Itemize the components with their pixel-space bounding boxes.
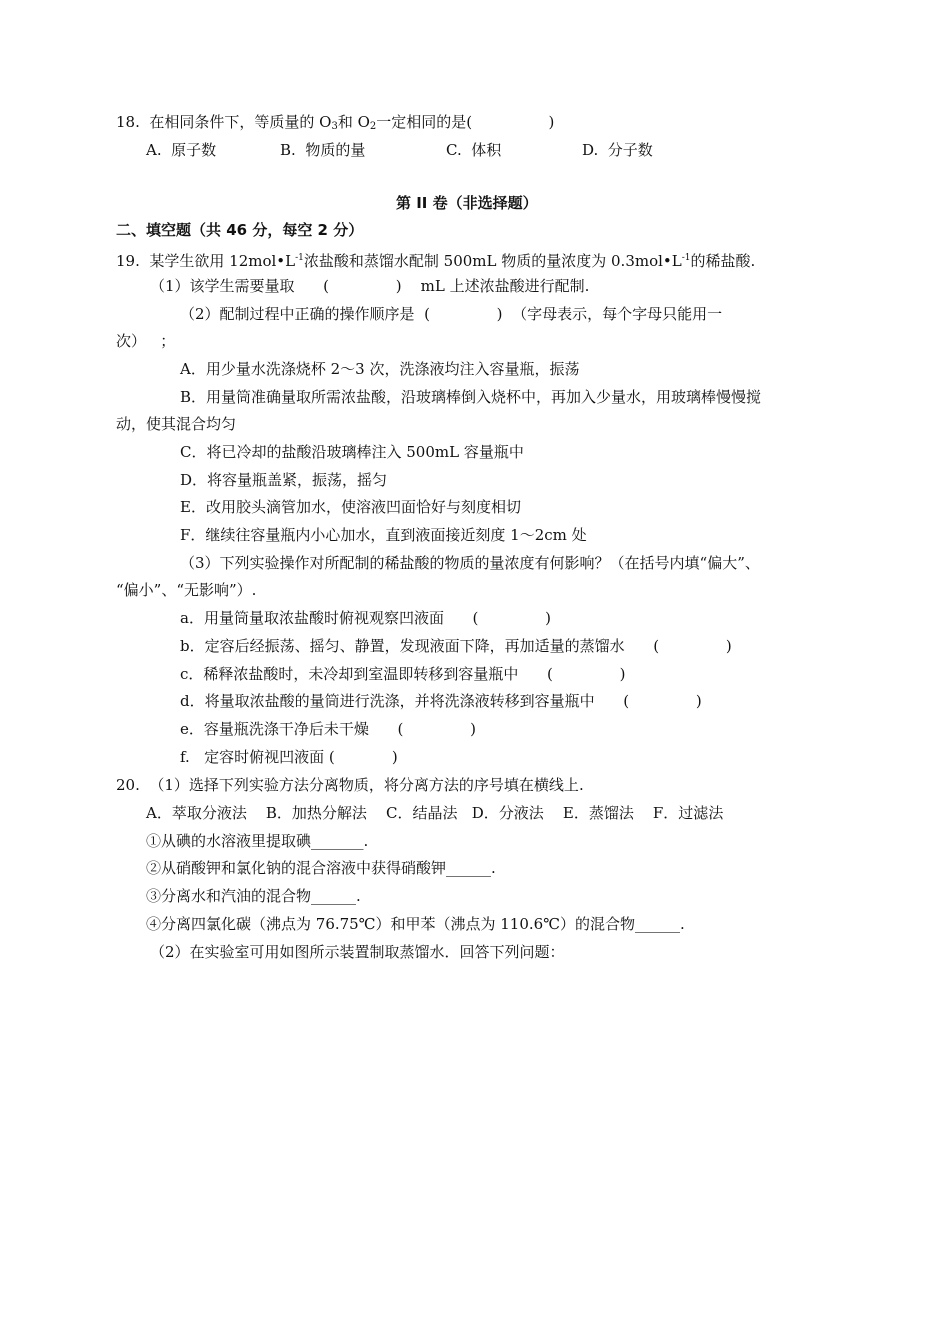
q20-item-2: ②从硝酸钾和氯化钠的混合溶液中获得硝酸钾______. [146,859,496,877]
q18-option-b: B. 物质的量 [280,141,366,159]
q18-stem-part-b: 和 O [337,113,370,131]
q19-part2-line2: 次） ； [116,332,176,350]
q19-item-d: d．将量取浓盐酸的量筒进行洗涤，并将洗涤液转移到容量瓶中 ( ) [180,692,702,710]
q19-step-f: F．继续往容量瓶内小心加水，直到液面接近刻度 1～2cm 处 [180,526,587,544]
q18-option-d: D. 分子数 [582,141,653,159]
q20-item-4: ④分离四氯化碳（沸点为 76.75℃）和甲苯（沸点为 110.6℃）的混合物______. [146,915,685,933]
q20-item-3: ③分离水和汽油的混合物______. [146,887,361,905]
q18-stem-part-c: 一定相同的是( ) [376,113,555,131]
q19-part2-line1: （2）配制过程中正确的操作顺序是 ( ) （字母表示，每个字母只能用一 [180,305,723,323]
q18-subscript-2: 2 [369,121,377,132]
q18-subscript-1: 3 [331,121,338,132]
q19-step-a: A．用少量水洗涤烧杯 2～3 次，洗涤液均注入容量瓶，振荡 [180,360,580,378]
q19-step-b-line2: 动，使其混合均匀 [116,415,237,433]
q18-option-c: C. 体积 [446,141,502,159]
q18-option-a: A. 原子数 [146,141,217,159]
q19-step-b-line1: B．用量筒准确量取所需浓盐酸，沿玻璃棒倒入烧杯中，再加入少量水，用玻璃棒慢慢搅 [180,388,762,406]
q19-stem-part-c: 的稀盐酸. [690,252,756,270]
q18-stem [116,112,554,137]
q19-item-b: b．定容后经振荡、摇匀、静置，发现液面下降，再加适量的蒸馏水 ( ) [180,637,732,655]
q19-part3-line1: （3）下列实验操作对所配制的稀盐酸的物质的量浓度有何影响？（在括号内填“偏大”、 [180,554,760,572]
q19-item-a: a．用量筒量取浓盐酸时俯视观察凹液面 ( ) [180,609,552,627]
q19-part3-line2: “偏小”、“无影响”）. [116,581,257,599]
q19-step-c: C．将已冷却的盐酸沿玻璃棒注入 500mL 容量瓶中 [180,443,524,461]
q19-stem [116,248,755,271]
q19-stem-part-b: 浓盐酸和蒸馏水配制 500mL 物质的量浓度为 0.3mol•L [303,252,682,270]
q18-stem-part-a: 18. 在相同条件下，等质量的 O [116,113,332,131]
q20-stem: 20. （1）选择下列实验方法分离物质，将分离方法的序号填在横线上. [116,776,584,794]
q19-item-f: f. 定容时俯视凹液面 ( ) [180,748,398,766]
q19-item-c: c．稀释浓盐酸时，未冷却到室温即转移到容量瓶中 ( ) [180,665,626,683]
q20-item-1: ①从碘的水溶液里提取碘_______. [146,832,369,850]
q19-superscript-1: -1 [295,253,304,263]
part2-title: 第 II 卷（非选择题） [396,194,538,212]
q19-step-e: E．改用胶头滴管加水，使溶液凹面恰好与刻度相切 [180,498,521,516]
q19-item-e: e．容量瓶洗涤干净后未干燥 ( ) [180,720,476,738]
q20-methods: A．萃取分液法 B．加热分解法 C．结晶法 D．分液法 E．蒸馏法 F．过滤法 [146,804,724,822]
q20-part2: （2）在实验室可用如图所示装置制取蒸馏水．回答下列问题： [150,943,565,961]
q19-step-d: D．将容量瓶盖紧，振荡，摇匀 [180,471,388,489]
section-heading: 二、填空题（共 46 分，每空 2 分） [116,221,364,239]
q19-stem-part-a: 19. 某学生欲用 12mol•L [116,252,296,270]
q19-part1: （1）该学生需要量取 ( ) mL 上述浓盐酸进行配制. [150,277,590,295]
q19-superscript-2: -1 [681,253,691,263]
